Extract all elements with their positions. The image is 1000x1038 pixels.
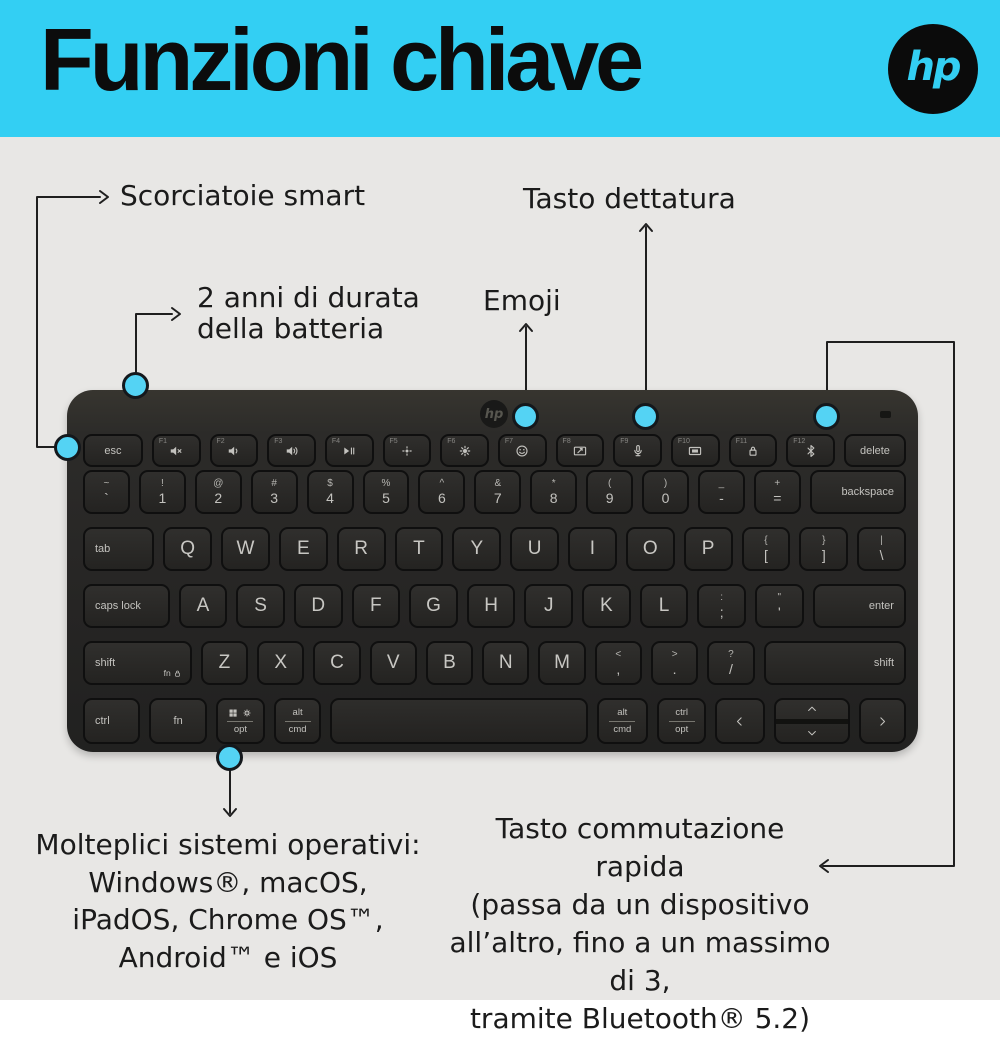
key-comma: < , [595, 641, 642, 685]
callout-label-os [28, 826, 428, 976]
key-z: Z [201, 641, 248, 685]
brightness-low-icon [400, 444, 414, 458]
key-o: O [626, 527, 675, 571]
keyboard [67, 390, 918, 752]
key-f8-screen-edit: F8 [556, 434, 605, 467]
text-line: Android™ e iOS [118, 940, 338, 974]
volume-down-icon [227, 444, 241, 458]
callout-dot-switch [813, 403, 840, 430]
screen-mirror-icon [688, 444, 702, 458]
key-fn: fn [149, 698, 206, 744]
key-slash: ? / [707, 641, 754, 685]
callout-arrowhead-battery [172, 308, 180, 320]
key-shift-left: shift fn [83, 641, 192, 685]
key-tab: tab [83, 527, 154, 571]
key-f5-brightness-down: F5 [383, 434, 432, 467]
key-6: ^ 6 [418, 470, 465, 514]
key-period: > . [651, 641, 698, 685]
key-ctrl-left: ctrl [83, 698, 140, 744]
key-quote: " ' [755, 584, 804, 628]
key-s: S [236, 584, 285, 628]
keyboard-hp-logo [480, 400, 508, 428]
text-line: (passa da un dispositivo [470, 888, 810, 921]
callout-label-switch [449, 810, 831, 1038]
callout-label-smart-shortcuts: Scorciatoie smart [120, 179, 366, 212]
key-r: R [337, 527, 386, 571]
key-alt-cmd-right: alt cmd [597, 698, 649, 744]
key-n: N [482, 641, 529, 685]
key-2: @ 2 [195, 470, 242, 514]
key-x: X [257, 641, 304, 685]
callout-label-dictation: Tasto dettatura [523, 182, 736, 215]
key-f4-play-pause: F4 [325, 434, 374, 467]
key-h: H [467, 584, 516, 628]
key-u: U [510, 527, 559, 571]
key-d: D [294, 584, 343, 628]
key-alt-cmd-left: alt cmd [274, 698, 321, 744]
tab-row [83, 527, 906, 571]
keyboard-keys [83, 434, 906, 744]
callout-dot-dictation [632, 403, 659, 430]
key-f2-volume-down: F2 [210, 434, 259, 467]
text-line: della batteria [197, 312, 385, 345]
key-f11-lock: F11 [729, 434, 778, 467]
key-delete: delete [844, 434, 906, 467]
key-7: & 7 [474, 470, 521, 514]
fn-lock-icon [173, 669, 182, 678]
bottom-row [83, 698, 906, 744]
key-bracket-close: } ] [799, 527, 848, 571]
key-k: K [582, 584, 631, 628]
caps-row [83, 584, 906, 628]
key-arrow-right [859, 698, 906, 744]
key-c: C [313, 641, 360, 685]
text-line: iPadOS, Chrome OS™, [72, 903, 384, 936]
key-backspace: backspace [810, 470, 906, 514]
key-backslash: | \ [857, 527, 906, 571]
key-3: # 3 [251, 470, 298, 514]
key-f9-dictation: F9 [613, 434, 662, 467]
header-banner [0, 0, 1000, 137]
key-f10-screen-mirror: F10 [671, 434, 720, 467]
key-f1-mute: F1 [152, 434, 201, 467]
key-opt-left: opt [216, 698, 265, 744]
callout-dot-os [216, 744, 243, 771]
key-9: ( 9 [586, 470, 633, 514]
key-caps-lock: caps lock [83, 584, 170, 628]
emoji-icon [515, 444, 529, 458]
function-row [83, 434, 906, 467]
key-w: W [221, 527, 270, 571]
key-v: V [370, 641, 417, 685]
key-b: B [426, 641, 473, 685]
text-line: 2 anni di durata [197, 281, 420, 314]
callout-dot-battery [122, 372, 149, 399]
mute-icon [169, 444, 183, 458]
key-f3-volume-up: F3 [267, 434, 316, 467]
page-title: Funzioni chiave [40, 10, 641, 109]
key-f7-emoji: F7 [498, 434, 547, 467]
keyboard-status-led [880, 411, 891, 418]
key-arrow-left [715, 698, 764, 744]
callout-dot-smart-shortcuts [54, 434, 81, 461]
volume-up-icon [285, 444, 299, 458]
text-line: tramite Bluetooth® 5.2) [469, 1002, 811, 1035]
key-i: I [568, 527, 617, 571]
bluetooth-icon [804, 444, 818, 458]
key-p: P [684, 527, 733, 571]
key-m: M [538, 641, 585, 685]
key-g: G [409, 584, 458, 628]
key-j: J [524, 584, 573, 628]
windows-icon [228, 708, 238, 718]
hp-logo [888, 24, 978, 114]
chevron-right-icon [876, 715, 889, 728]
key-ctrl-opt-right: ctrl opt [657, 698, 706, 744]
brightness-high-icon [458, 444, 472, 458]
key-minus: _ - [698, 470, 745, 514]
key-bracket-open: { [ [742, 527, 791, 571]
key-y: Y [452, 527, 501, 571]
chevron-down-icon [806, 727, 818, 739]
callout-label-emoji: Emoji [483, 284, 561, 317]
text-line: Windows®, macOS, [88, 865, 368, 899]
lock-icon [746, 444, 760, 458]
key-q: Q [163, 527, 212, 571]
key-arrow-up-down [774, 698, 850, 744]
key-f12-bluetooth: F12 [786, 434, 835, 467]
key-space [330, 698, 587, 744]
key-a: A [179, 584, 228, 628]
callout-arrowhead-emoji [520, 324, 532, 331]
screen-edit-icon [573, 444, 587, 458]
number-row [83, 470, 906, 514]
hp-logo-text: hp [906, 44, 960, 90]
chevron-up-icon [806, 703, 818, 715]
dictation-mic-icon [631, 444, 645, 458]
key-f6-brightness-up: F6 [440, 434, 489, 467]
key-e: E [279, 527, 328, 571]
key-semicolon: : ; [697, 584, 746, 628]
callout-arrowhead-dictation [640, 224, 652, 231]
gear-icon [242, 708, 252, 718]
key-f: F [352, 584, 401, 628]
text-line: Tasto commutazione rapida [495, 812, 785, 883]
callout-line-battery [136, 314, 172, 372]
text-line: Molteplici sistemi operativi: [35, 828, 421, 861]
shift-row [83, 641, 906, 685]
key-1: ! 1 [139, 470, 186, 514]
key-8: * 8 [530, 470, 577, 514]
callout-arrowhead-smart-shortcuts [100, 191, 108, 203]
key-l: L [640, 584, 689, 628]
key-equals: + = [754, 470, 801, 514]
callout-label-battery [197, 282, 420, 344]
key-0: ) 0 [642, 470, 689, 514]
play-pause-icon [342, 444, 356, 458]
key-enter: enter [813, 584, 906, 628]
keyboard-hp-logo-text: hp [484, 406, 504, 422]
callout-dot-emoji [512, 403, 539, 430]
callout-arrowhead-os [224, 809, 236, 816]
key-shift-right: shift [764, 641, 906, 685]
key-backtick: ~ ` [83, 470, 130, 514]
key-4: $ 4 [307, 470, 354, 514]
key-esc: esc [83, 434, 143, 467]
key-5: % 5 [363, 470, 410, 514]
text-line: all’altro, fino a un massimo di 3, [449, 926, 831, 997]
key-t: T [395, 527, 444, 571]
chevron-left-icon [733, 715, 746, 728]
